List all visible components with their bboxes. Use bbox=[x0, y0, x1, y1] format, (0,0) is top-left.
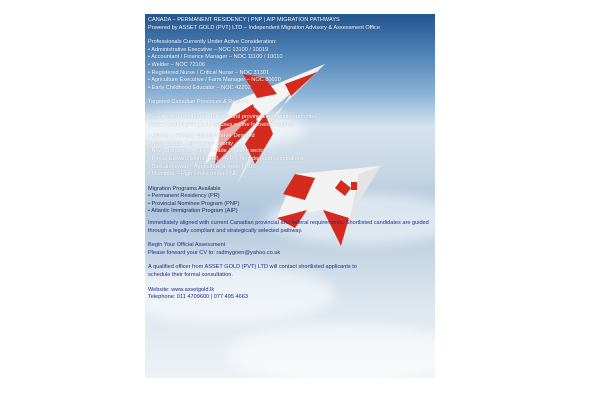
program-item: • Atlantic Immigration Program (AIP) bbox=[148, 208, 238, 215]
poster-text bbox=[148, 17, 432, 302]
professional-item: • Agriculture Executive / Farm Manager – NOC 80020 bbox=[148, 77, 281, 84]
province-item: • Saskatchewan – Agriculture & trade focus bbox=[148, 163, 256, 170]
program-item: • Permanent Residency (PR) bbox=[148, 193, 220, 200]
professional-item: • Welder – NOC 72106 bbox=[148, 61, 205, 68]
province-item: • Nova Scotia – AIP & PNP priority bbox=[148, 140, 234, 147]
alignment-paragraph: Immediately aligned with current Canadian provincial and federal requirements. Shortlisted candidates are guided through a legally compliant and strategically selected pathway. bbox=[148, 220, 429, 234]
program-item: • Provincial Nominee Program (PNP) bbox=[148, 200, 240, 207]
province-item: • Alberta – Primary Skilled Worker Demand bbox=[148, 133, 255, 140]
provinces-intro: Based on current labour demand and provincial nomination priorities, bbox=[148, 113, 319, 120]
poster bbox=[145, 14, 435, 378]
province-item: • Manitoba – High intake under PNP bbox=[148, 171, 238, 178]
provinces-intro: ASSET GOLD (PVT) LTD focuses on the following regions: bbox=[148, 121, 295, 128]
professional-item: • Administrative Executive – NOC 13100 / 10019 bbox=[148, 46, 269, 53]
programs-heading: Migration Programs Available bbox=[148, 185, 221, 192]
province-item: • Prince Edward Island (PEI) – AIP + high demand occupations bbox=[148, 155, 304, 162]
assessment-heading: Begin Your Official Assessment bbox=[148, 242, 226, 249]
officer-note: A qualified officer from ASSET GOLD (PVT) LTD will contact shortlisted applicants to bbox=[148, 264, 357, 271]
provinces-heading: Targeted Canadian Provinces & Regions bbox=[148, 99, 249, 106]
telephone-line: Telephone: 011 4709600 | 077 495 4663 bbox=[148, 294, 248, 301]
professionals-heading: Professionals Currently Under Active Consideration: bbox=[148, 39, 277, 46]
officer-note: schedule their formal consultation. bbox=[148, 272, 233, 279]
professional-item: • Registered Nurse / Critical Nurse – NOC 31301 bbox=[148, 69, 270, 76]
website-line: Website: www.assetgold.lk bbox=[148, 286, 215, 293]
poster-subtitle: Powered by ASSET GOLD (PVT) LTD – Independent Migration Advisory & Assessment Office bbox=[148, 24, 380, 31]
poster-title: CANADA – PERMANENT RESIDENCY | PNP | AIP MIGRATION PATHWAYS bbox=[148, 17, 340, 23]
assessment-cv-line: Please forward your CV to: radmygoen@yahoo.co.uk bbox=[148, 249, 281, 256]
professional-item: • Early Childhood Educator – NOC 42202 bbox=[148, 84, 251, 91]
province-item: • New Brunswick – Skilled trade & health sector bbox=[148, 148, 266, 155]
professional-item: • Accountant / Finance Manager – NOC 11100 / 10010 bbox=[148, 54, 283, 61]
